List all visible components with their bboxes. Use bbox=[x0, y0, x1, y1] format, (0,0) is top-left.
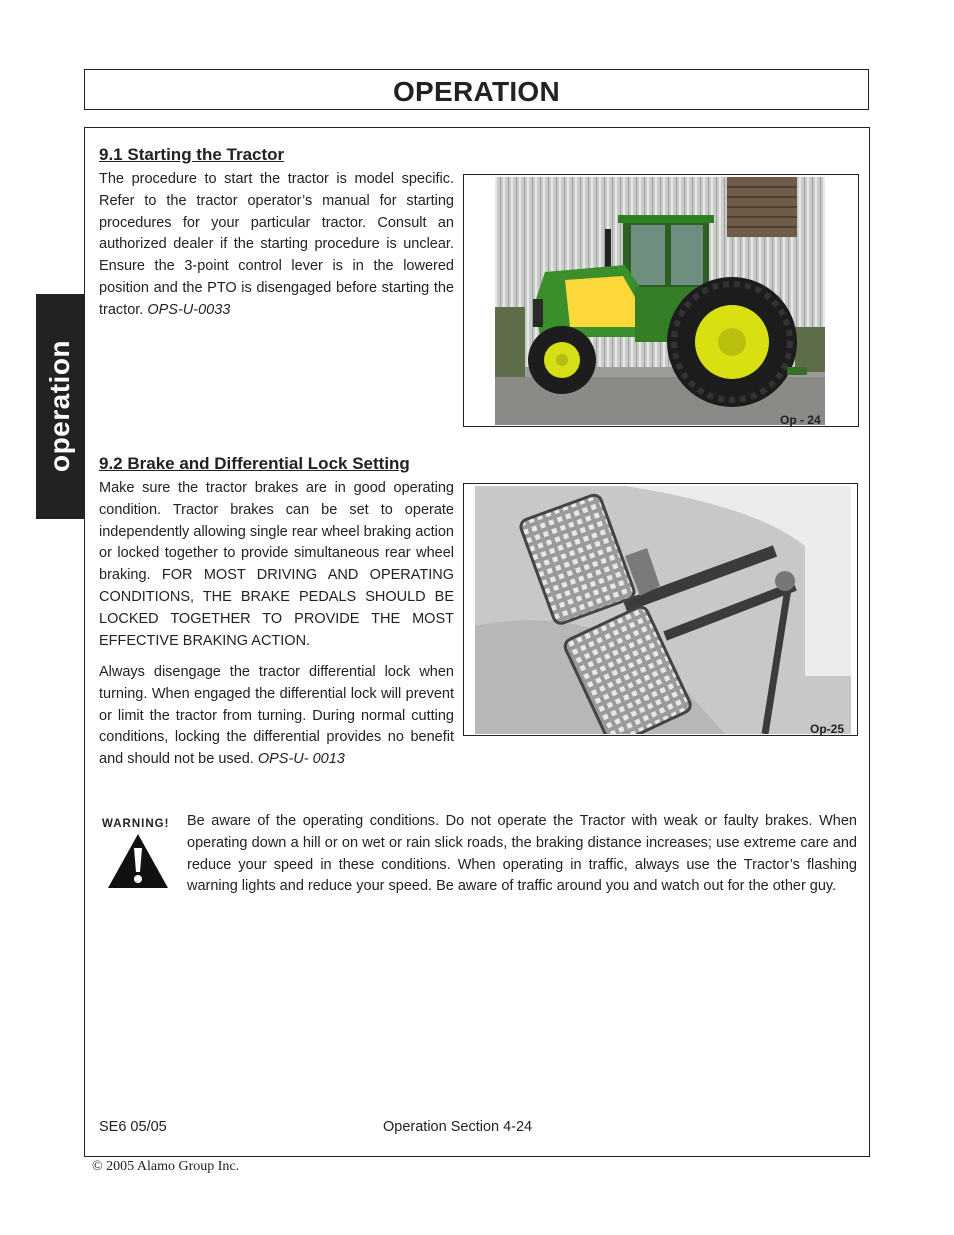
copyright: © 2005 Alamo Group Inc. bbox=[92, 1159, 240, 1174]
section-heading-brake-differential: 9.2 Brake and Differential Lock Setting bbox=[99, 454, 410, 473]
warning-label: WARNING! bbox=[102, 818, 170, 830]
starting-tractor-text: The procedure to start the tractor is model specific. Refer to the tractor operator’s manual for starting procedures for your particular tractor. Consult an authorized dealer if the starting procedure is unclear. Ensure the 3-point control lever is in the lowered position and the PTO is disengaged before starting the tractor. bbox=[99, 171, 454, 318]
starting-tractor-paragraph bbox=[99, 169, 454, 322]
page-title: OPERATION bbox=[392, 76, 561, 107]
ops-code: OPS-U-0033 bbox=[147, 301, 231, 318]
brake-pedal-photo bbox=[475, 486, 851, 734]
side-tab bbox=[36, 294, 84, 519]
figure-caption-op24: Op - 24 bbox=[780, 413, 821, 427]
differential-paragraph bbox=[99, 662, 454, 771]
differential-text: Always disengage the tractor differential lock when turning. When engaged the differential lock will prevent or limit the tractor from turning. During normal cutting conditions, locking the differential provides no benefit and should not be used. bbox=[99, 664, 454, 768]
ops-code: OPS-U- 0013 bbox=[257, 751, 345, 768]
document-code: SE6 05/05 bbox=[99, 1119, 167, 1135]
page-number: Operation Section 4-24 bbox=[383, 1119, 533, 1135]
warning-text: Be aware of the operating conditions. Do not operate the Tractor with weak or faulty brakes. When operating down a hill or on wet or rain slick roads, the braking distance increases; use extreme care and reduce your speed in these conditions. When operating in traffic, always use the Tractor’s flashing warning lights and reduce your speed. Be aware of traffic around you and watch out for the other guy. bbox=[187, 813, 857, 895]
figure-caption-op25: Op-25 bbox=[810, 722, 845, 736]
warning-triangle-icon bbox=[106, 832, 170, 890]
header-box bbox=[84, 69, 869, 110]
brake-paragraph: Make sure the tractor brakes are in good operating condition. Tractor brakes can be set to operate independently allowing single rear wheel braking action or locked together to provide simultaneous rear wheel braking. FOR MOST DRIVING AND OPERATING CONDITIONS, THE BRAKE PEDALS SHOULD BE LOCKED TOGETHER TO PROVIDE THE MOST EFFECTIVE BRAKING ACTION. bbox=[99, 480, 454, 649]
tractor-photo bbox=[495, 177, 825, 425]
section-heading-starting-tractor: 9.1 Starting the Tractor bbox=[99, 145, 285, 164]
side-tab-label: operation bbox=[44, 339, 75, 473]
tractor-photo-frame bbox=[463, 174, 859, 427]
brake-pedal-photo-frame bbox=[463, 483, 858, 736]
